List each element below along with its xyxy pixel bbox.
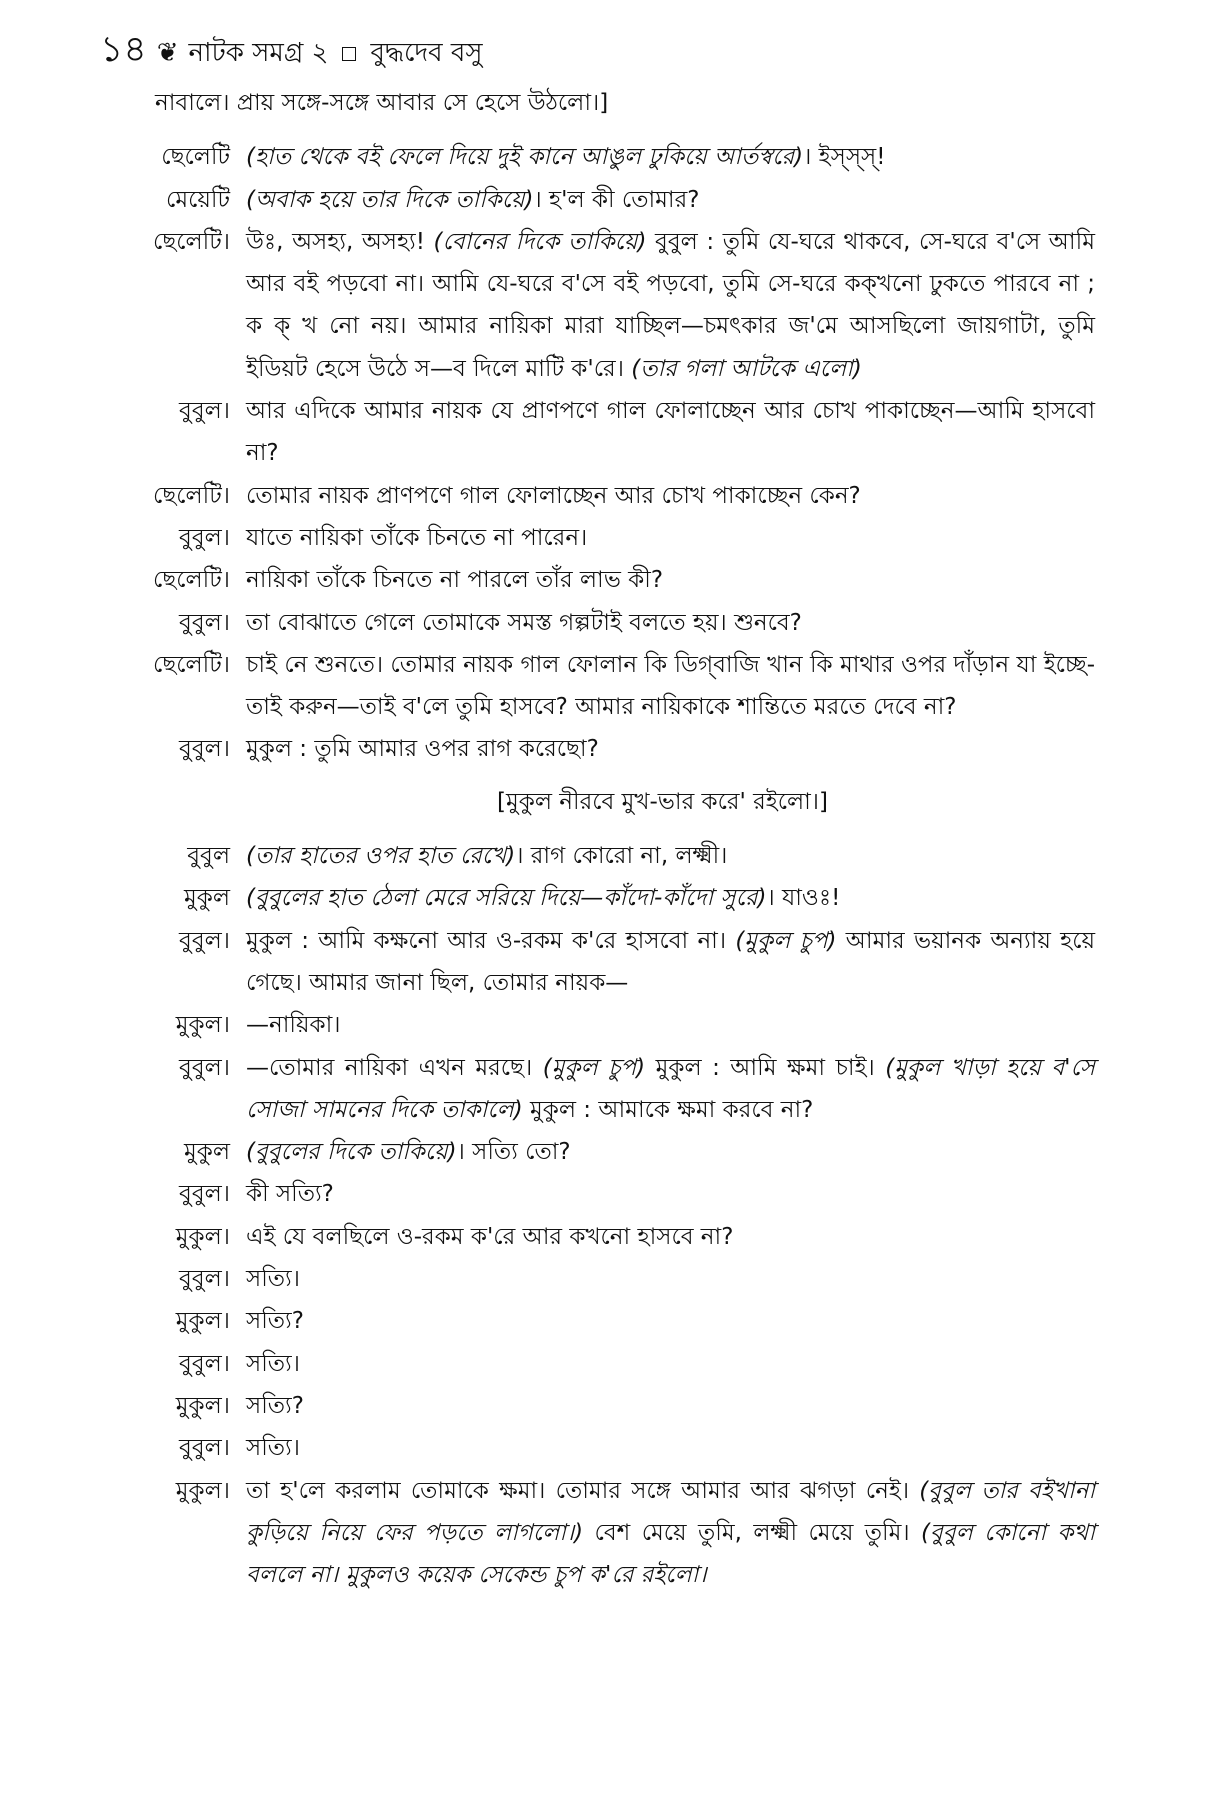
speech-text: মুকুল : তুমি আমার ওপর রাগ করেছো?	[246, 736, 599, 763]
stage-direction-inline: (বোনের দিকে তাকিয়ে)	[433, 228, 647, 255]
speaker-name: মেয়েটি	[165, 186, 230, 213]
speech-text: মুকুল : আমি ক্ষমা চাই।	[645, 1054, 886, 1081]
dialogue-line	[120, 644, 1095, 729]
dialogue-line	[120, 136, 1095, 178]
speaker-name: মুকুল।	[175, 1392, 230, 1419]
dialogue-line	[120, 1385, 1095, 1427]
speech-text: —নায়িকা।	[246, 1012, 341, 1039]
dialogue-text	[246, 559, 1095, 601]
dialogue-text	[246, 475, 1095, 517]
dialogue-block-2	[120, 835, 1095, 1596]
dialogue-line	[120, 1258, 1095, 1300]
dialogue-text	[246, 1258, 1095, 1300]
dialogue-text	[246, 179, 1095, 221]
running-header	[100, 22, 483, 82]
dialogue-text	[246, 136, 1095, 178]
speaker-name: ছেলেটি।	[153, 228, 230, 255]
speaker-name: বুবুল।	[179, 736, 230, 763]
speech-text: —তোমার নায়িকা এখন মরছে।	[246, 1054, 543, 1081]
speaker-name: মুকুল।	[175, 1012, 230, 1039]
speaker-name: বুবুল।	[179, 1435, 230, 1462]
speech-text: এই যে বলছিলে ও-রকম ক'রে আর কখনো হাসবে না?	[246, 1223, 734, 1250]
speech-text: যাতে নায়িকা তাঁকে চিনতে না পারেন।	[246, 524, 588, 551]
speech-text: সত্যি।	[246, 1435, 300, 1462]
dialogue-line	[120, 475, 1095, 517]
speaker-name: বুবুল।	[179, 1181, 230, 1208]
dialogue-text	[246, 1427, 1095, 1469]
speaker-name: মুকুল	[184, 885, 230, 912]
dialogue-text	[246, 1343, 1095, 1385]
stage-direction-inline: (মুকুল চুপ)	[542, 1054, 646, 1081]
speech-text: তা হ'লে করলাম তোমাকে ক্ষমা। তোমার সঙ্গে আমার আর ঝগড়া নেই।	[246, 1477, 920, 1504]
dialogue-line	[120, 390, 1095, 475]
square-separator-icon	[342, 47, 356, 61]
speaker-name: ছেলেটি।	[153, 651, 230, 678]
speech-text: আর এদিকে আমার নায়ক যে প্রাণপণে গাল ফোলাচ্ছেন আর চোখ পাকাচ্ছেন—আমি হাসবো না?	[246, 398, 1095, 467]
dialogue-text	[246, 1216, 1095, 1258]
speech-text: । ইস্‌স্‌স্‌!	[803, 144, 886, 171]
dialogue-line	[120, 920, 1095, 1005]
dialogue-text	[246, 1470, 1095, 1597]
dialogue-text	[246, 1047, 1095, 1132]
flower-ornament-icon: ❦	[156, 38, 179, 68]
speech-text: মুকুল : আমাকে ক্ষমা করবে না?	[522, 1096, 814, 1123]
dialogue-line	[120, 1004, 1095, 1046]
dialogue-line	[120, 1216, 1095, 1258]
stage-direction-inline: (মুকুল খাড়া হয়ে ব'সে সোজা সামনের দিকে তাকালে)	[246, 1054, 1096, 1123]
dialogue-text	[246, 1004, 1095, 1046]
play-text	[120, 82, 1095, 1596]
speech-text: সত্যি।	[246, 1266, 300, 1293]
speech-text: । সত্যি তো?	[456, 1139, 571, 1166]
continuation-line: নাবালে। প্রায় সঙ্গে-সঙ্গে আবার সে হেসে উঠলো।]	[155, 90, 609, 116]
speaker-name: বুবুল।	[179, 1054, 230, 1081]
dialogue-text	[246, 644, 1095, 729]
dialogue-text	[246, 517, 1095, 559]
dialogue-line	[120, 559, 1095, 601]
stage-direction-inline: (বুবুল তার বইখানা কুড়িয়ে নিয়ে ফের পড়তে লাগলো।)	[246, 1477, 1095, 1546]
speech-text: কী সত্যি?	[246, 1181, 334, 1208]
book-title: নাটক সমগ্র ২	[188, 38, 329, 68]
dialogue-text	[246, 1131, 1095, 1173]
speaker-name: মুকুল।	[175, 1477, 230, 1504]
dialogue-text	[246, 1385, 1095, 1427]
speech-text: বুবুল : তুমি যে-ঘরে থাকবে, সে-ঘরে ব'সে আমি আর বই পড়বো না। আমি যে-ঘরে ব'সে বই পড়বো, তুমি সে-ঘরে কক্‌খনো ঢুকতে পারবে না ; ক ক্‌ খ নো নয়। আমার নায়িকা মারা যাচ্ছিল—চমৎকার জ'মে আসছিলো জায়গাটা, তুমি ইডিয়ট হেসে উঠে স—ব দিলে মাটি ক'রে।	[246, 228, 1095, 382]
speech-text: আমার ভয়ানক অন্যায় হয়ে গেছে। আমার জানা ছিল, তোমার নায়ক—	[246, 927, 1095, 996]
speech-text: তোমার নায়ক প্রাণপণে গাল ফোলাচ্ছেন আর চোখ পাকাচ্ছেন কেন?	[246, 482, 861, 509]
stage-direction-inline: (তার হাতের ওপর হাত রেখে)	[246, 843, 516, 870]
stage-direction-inline: (তার গলা আটকে এলো)	[631, 355, 862, 382]
speech-text: তা বোঝাতে গেলে তোমাকে সমস্ত গল্পটাই বলতে হয়। শুনবে?	[246, 609, 802, 636]
dialogue-line	[120, 1047, 1095, 1132]
dialogue-line	[120, 1173, 1095, 1215]
stage-direction-inline: (হাত থেকে বই ফেলে দিয়ে দুই কানে আঙুল ঢুকিয়ে আর্তস্বরে)	[246, 144, 804, 171]
speaker-name: ছেলেটি।	[153, 567, 230, 594]
speech-text: । রাগ কোরো না, লক্ষ্মী।	[515, 843, 728, 870]
speaker-name: মুকুল	[184, 1139, 230, 1166]
dialogue-line	[120, 877, 1095, 919]
dialogue-text	[246, 920, 1095, 1005]
dialogue-block-1	[120, 136, 1095, 770]
speaker-name: বুবুল।	[179, 1266, 230, 1293]
dialogue-line	[120, 1131, 1095, 1173]
stage-direction-inline: (বুবুলের দিকে তাকিয়ে)	[246, 1139, 457, 1166]
dialogue-text	[246, 1173, 1095, 1215]
dialogue-text	[246, 835, 1095, 877]
speaker-name: বুবুল।	[179, 1350, 230, 1377]
speaker-name: বুবুল।	[179, 609, 230, 636]
dialogue-line	[120, 728, 1095, 770]
page-number: ১৪	[100, 29, 147, 70]
dialogue-text	[246, 728, 1095, 770]
dialogue-line	[120, 1427, 1095, 1469]
speech-text: মুকুল : আমি কক্ষনো আর ও-রকম ক'রে হাসবো না।	[246, 927, 736, 954]
dialogue-text	[246, 390, 1095, 475]
stage-direction-inline: (মুকুল চুপ)	[735, 927, 837, 954]
dialogue-line	[120, 1343, 1095, 1385]
speech-text: সত্যি?	[246, 1392, 304, 1419]
author-name: বুদ্ধদেব বসু	[370, 38, 483, 68]
dialogue-line	[120, 517, 1095, 559]
stage-direction-inline: (বুবুলের হাত ঠেলা মেরে সরিয়ে দিয়ে—কাঁদো-কাঁদো সুরে)	[246, 885, 767, 912]
speaker-name: মুকুল।	[175, 1308, 230, 1335]
dialogue-text	[246, 877, 1095, 919]
stage-direction-inline: (অবাক হয়ে তার দিকে তাকিয়ে)	[246, 186, 534, 213]
dialogue-line	[120, 221, 1095, 390]
speech-text: । যাওঃ!	[766, 885, 841, 912]
speaker-name: বুবুল।	[179, 927, 230, 954]
speaker-name: ছেলেটি।	[153, 482, 230, 509]
dialogue-line	[120, 835, 1095, 877]
dialogue-line	[120, 1470, 1095, 1597]
speech-text: বেশ মেয়ে তুমি, লক্ষ্মী মেয়ে তুমি।	[583, 1519, 922, 1546]
speaker-name: বুবুল	[187, 843, 230, 870]
dialogue-text	[246, 221, 1095, 390]
speech-text: চাই নে শুনতে। তোমার নায়ক গাল ফোলান কি ডিগ্‌বাজি খান কি মাথার ওপর দাঁড়ান যা ইচ্ছে-তাই করুন—তাই ব'লে তুমি হাসবে? আমার নায়িকাকে শান্তিতে মরতে দেবে না?	[246, 651, 1095, 721]
dialogue-line	[120, 179, 1095, 221]
dialogue-text	[246, 602, 1095, 644]
speaker-name: বুবুল।	[179, 524, 230, 551]
speech-text: সত্যি।	[246, 1350, 300, 1377]
stage-direction-inline: (বুবুল কোনো কথা বললে না। মুকুলও কয়েক সেকেন্ড চুপ ক'রে রইলো।	[246, 1519, 1095, 1589]
dialogue-line	[120, 1300, 1095, 1342]
speaker-name: ছেলেটি	[161, 144, 230, 171]
speech-text: নায়িকা তাঁকে চিনতে না পারলে তাঁর লাভ কী?	[246, 567, 664, 594]
speech-text: উঃ, অসহ্য, অসহ্য!	[246, 228, 434, 255]
stage-direction: [মুকুল নীরবে মুখ-ভার করে' রইলো।]	[496, 788, 829, 815]
dialogue-line	[120, 602, 1095, 644]
speech-text: সত্যি?	[246, 1308, 304, 1335]
speaker-name: বুবুল।	[179, 398, 230, 425]
speech-text: । হ'ল কী তোমার?	[533, 186, 700, 213]
dialogue-text	[246, 1300, 1095, 1342]
speaker-name: মুকুল।	[175, 1223, 230, 1250]
